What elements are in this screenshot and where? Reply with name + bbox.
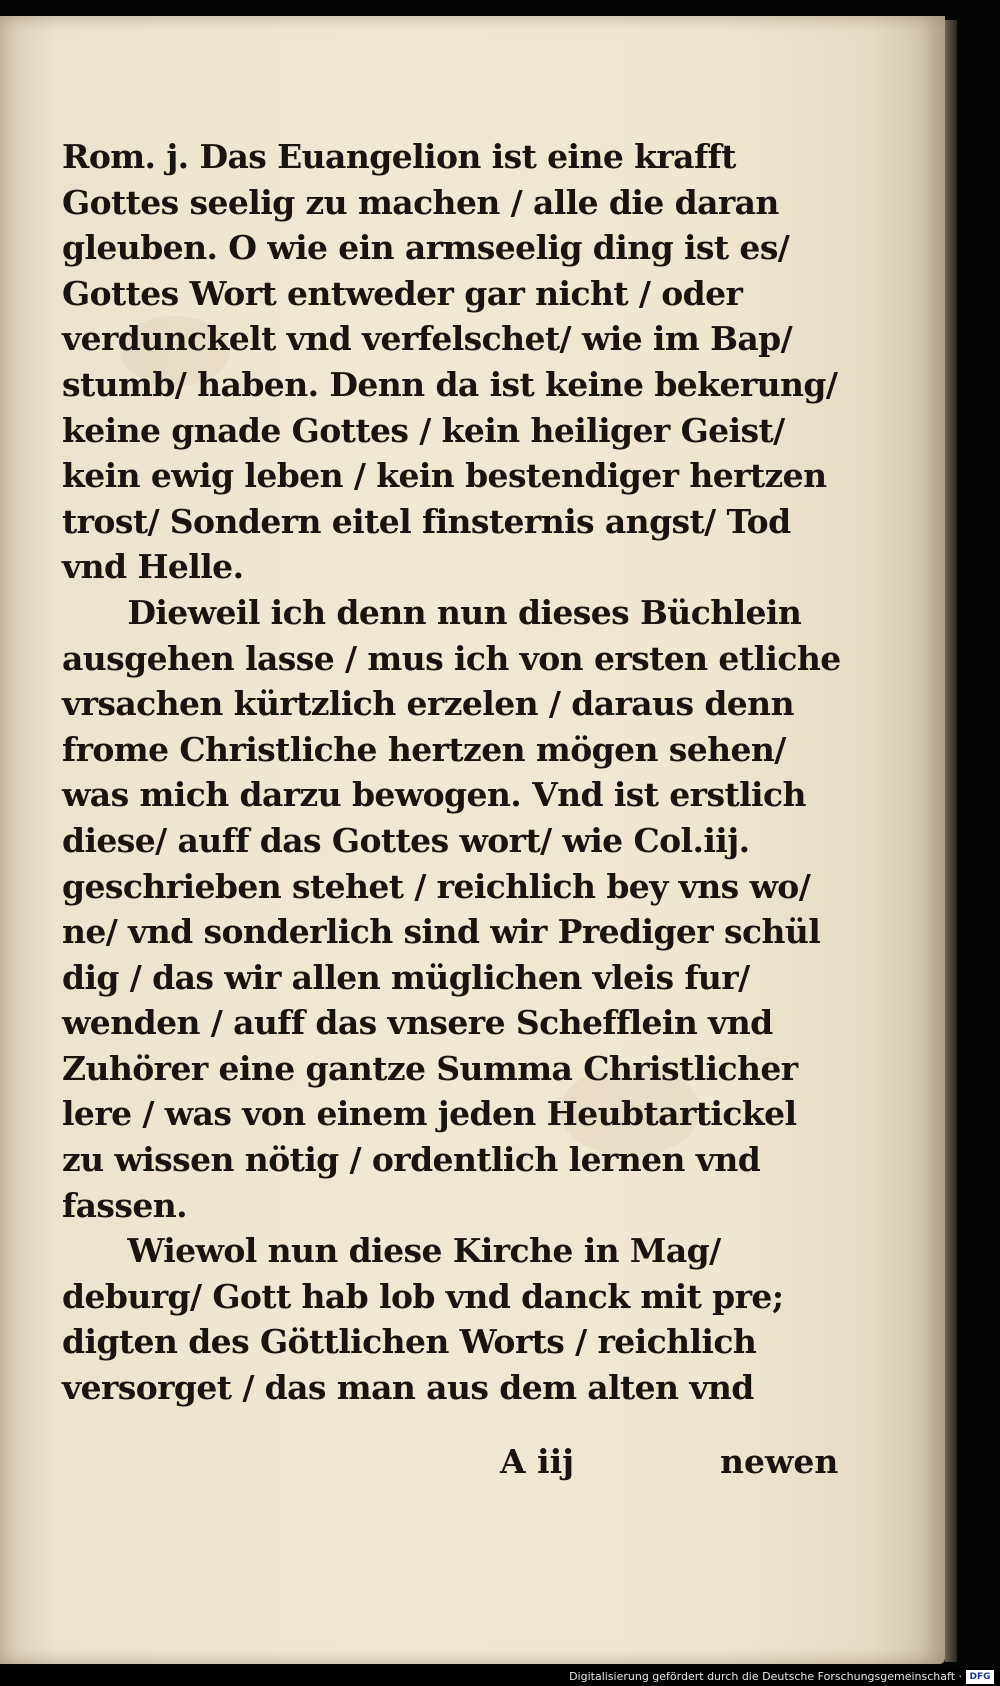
text-line: ausgehen lasse / mus ich von ersten etliche (62, 638, 841, 678)
text-line: Wiewol nun diese Kirche in Mag/ (62, 1231, 721, 1271)
text-line: zu wissen nötig / ordentlich lernen vnd (62, 1140, 761, 1180)
text-line: Zuhörer eine gantze Summa Christlicher (62, 1048, 798, 1088)
signature-mark: A iij (500, 1442, 575, 1481)
page-foot (0, 1438, 945, 1486)
text-line: Rom. j. Das Euangelion ist eine krafft (62, 137, 736, 176)
text-line: geschrieben stehet / reichlich bey vns wo/ (62, 866, 811, 906)
text-line: stumb/ haben. Denn da ist keine bekerung/ (62, 364, 838, 404)
dfg-logo: DFG (966, 1670, 994, 1684)
text-line: versorget / das man aus dem alten vnd (62, 1368, 754, 1408)
text-line: dig / das wir allen müglichen vleis fur/ (62, 957, 750, 997)
text-line: gleuben. O wie ein armseelig ding ist es/ (62, 228, 790, 268)
text-line: was mich darzu bewogen. Vnd ist erstlich (62, 775, 806, 815)
page-text (62, 134, 841, 1411)
text-line: digten des Göttlichen Worts / reichlich (62, 1322, 757, 1362)
text-line: deburg/ Gott hab lob vnd danck mit pre; (62, 1276, 784, 1316)
text-line: Dieweil ich denn nun dieses Büchlein (62, 592, 802, 632)
text-line: Gottes seelig zu machen / alle die daran (62, 182, 779, 222)
page-edge (945, 20, 957, 1662)
text-line: trost/ Sondern eitel finsternis angst/ Tod (62, 501, 791, 541)
text-line: fassen. (62, 1185, 188, 1225)
text-line: kein ewig leben / kein bestendiger hertzen (62, 456, 827, 496)
text-line: ne/ vnd sonderlich sind wir Prediger schül (62, 912, 821, 952)
text-line: frome Christliche hertzen mögen sehen/ (62, 729, 786, 769)
text-line: Gottes Wort entweder gar nicht / oder (62, 273, 743, 313)
text-line: vnd Helle. (62, 547, 244, 587)
book-page (0, 16, 945, 1664)
text-line: wenden / auff das vnsere Schefflein vnd (62, 1003, 773, 1043)
catchword: newen (720, 1442, 839, 1481)
text-line: keine gnade Gottes / kein heiliger Geist/ (62, 410, 785, 450)
text-line: verdunckelt vnd verfelschet/ wie im Bap/ (62, 319, 793, 359)
text-line: lere / was von einem jeden Heubtartickel (62, 1094, 797, 1134)
text-line: diese/ auff das Gottes wort/ wie Col.iij. (62, 820, 750, 860)
digitization-credit: Digitalisierung gefördert durch die Deutsche Forschungsgemeinschaft · (569, 1670, 962, 1683)
text-line: vrsachen kürtzlich erzelen / daraus denn (62, 684, 794, 724)
